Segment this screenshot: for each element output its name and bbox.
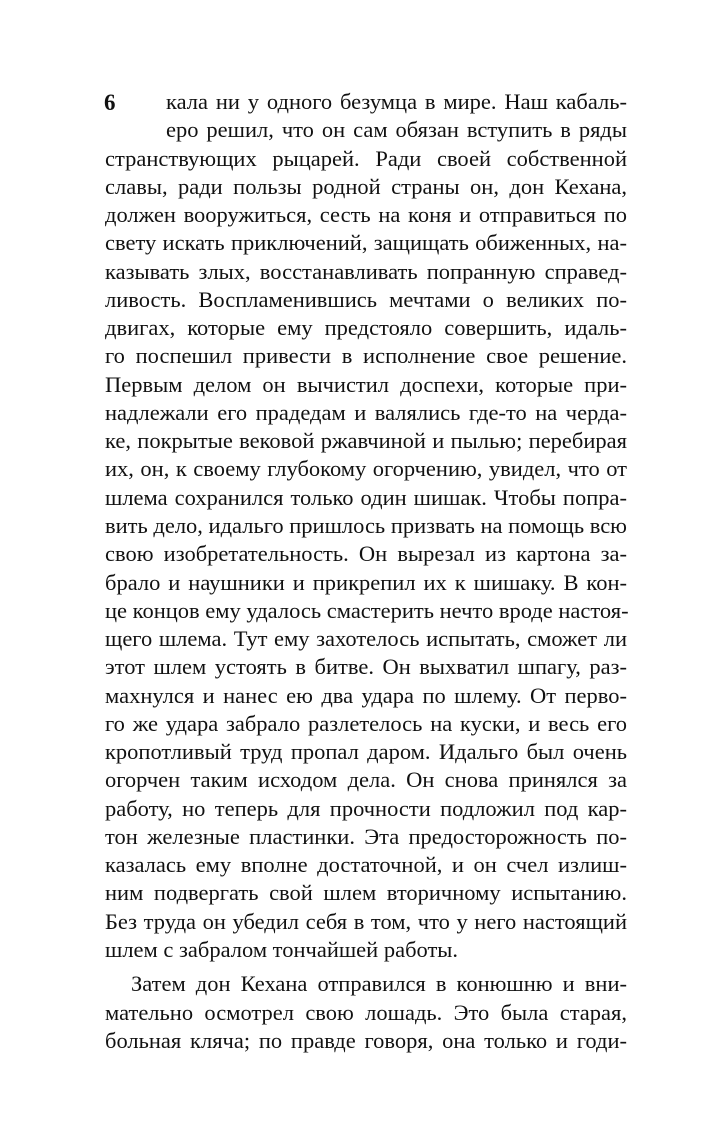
text-line: Первым делом он вычистил доспехи, которые при- (105, 371, 627, 397)
text-line: больная кляча; по правде говоря, она только и годи- (105, 1027, 627, 1053)
text-line: их, он, к своему глубокому огорчению, увидел, что от (105, 456, 627, 482)
text-line: це концов ему удалось смастерить нечто вроде настоя- (105, 597, 629, 623)
text-line: ливость. Воспламенившись мечтами о великих по- (105, 286, 627, 312)
text-line: кала ни у одного безумца в мире. Наш кабаль- (166, 89, 627, 114)
text-line: го же удара забрало разлетелось на куски, и весь его (105, 710, 627, 736)
text-line: казывать злых, восстанавливать попранную справед- (105, 258, 627, 284)
text-line: огорчен таким исходом дела. Он снова принялся за (105, 767, 627, 793)
text-line: Без труда он убедил себя в том, что у него настоящий (105, 908, 627, 934)
text-line: должен вооружиться, сесть на коня и отправиться по (105, 202, 627, 228)
text-line: Затем дон Кехана отправился в конюшню и вни- (131, 971, 627, 997)
text-line: го поспешил привести в исполнение свое решение. (105, 343, 627, 369)
page-number: 6 (104, 90, 116, 115)
text-line: брало и наушники и прикрепил их к шишаку. В кон- (105, 569, 627, 595)
text-line: свою изобретательность. Он вырезал из картона за- (105, 541, 627, 567)
text-line: странствующих рыцарей. Ради своей собственной (105, 145, 627, 171)
text-line: свету искать приключений, защищать обиженных, на- (105, 230, 627, 256)
text-line: махнулся и нанес ею два удара по шлему. От перво- (105, 682, 627, 708)
text-line: двигах, которые ему предстояло совершить, идаль- (105, 315, 627, 341)
text-line: надлежали его прадедам и валялись где-то на черда- (105, 399, 627, 425)
text-line: работу, но теперь для прочности подложил под кар- (105, 795, 627, 821)
text-line: мательно осмотрел свою лошадь. Это была старая, (105, 999, 627, 1025)
text-line: вить дело, идальго пришлось призвать на помощь всю (105, 512, 627, 538)
body-text (105, 88, 627, 1055)
text-line: казалась ему вполне достаточной, и он счел излиш- (105, 852, 627, 878)
text-line: ним подвергать свой шлем вторичному испытанию. (105, 880, 627, 906)
text-line: этот шлем устоять в битве. Он выхватил шпагу, раз- (105, 654, 627, 680)
text-line: кропотливый труд пропал даром. Идальго был очень (105, 739, 627, 765)
text-line: щего шлема. Тут ему захотелось испытать, сможет ли (105, 626, 627, 652)
text-line: ке, покрытые вековой ржавчиной и пылью; перебирая (105, 428, 627, 454)
text-line: еро решил, что он сам обязан вступить в ряды (166, 117, 627, 143)
text-line: шлем с забралом тончайшей работы. (105, 936, 459, 962)
text-line: шлема сохранился только один шишак. Чтобы попра- (105, 484, 627, 510)
text-line: тон железные пластинки. Эта предосторожность по- (105, 823, 627, 849)
text-line: славы, ради пользы родной страны он, дон Кехана, (105, 173, 627, 199)
